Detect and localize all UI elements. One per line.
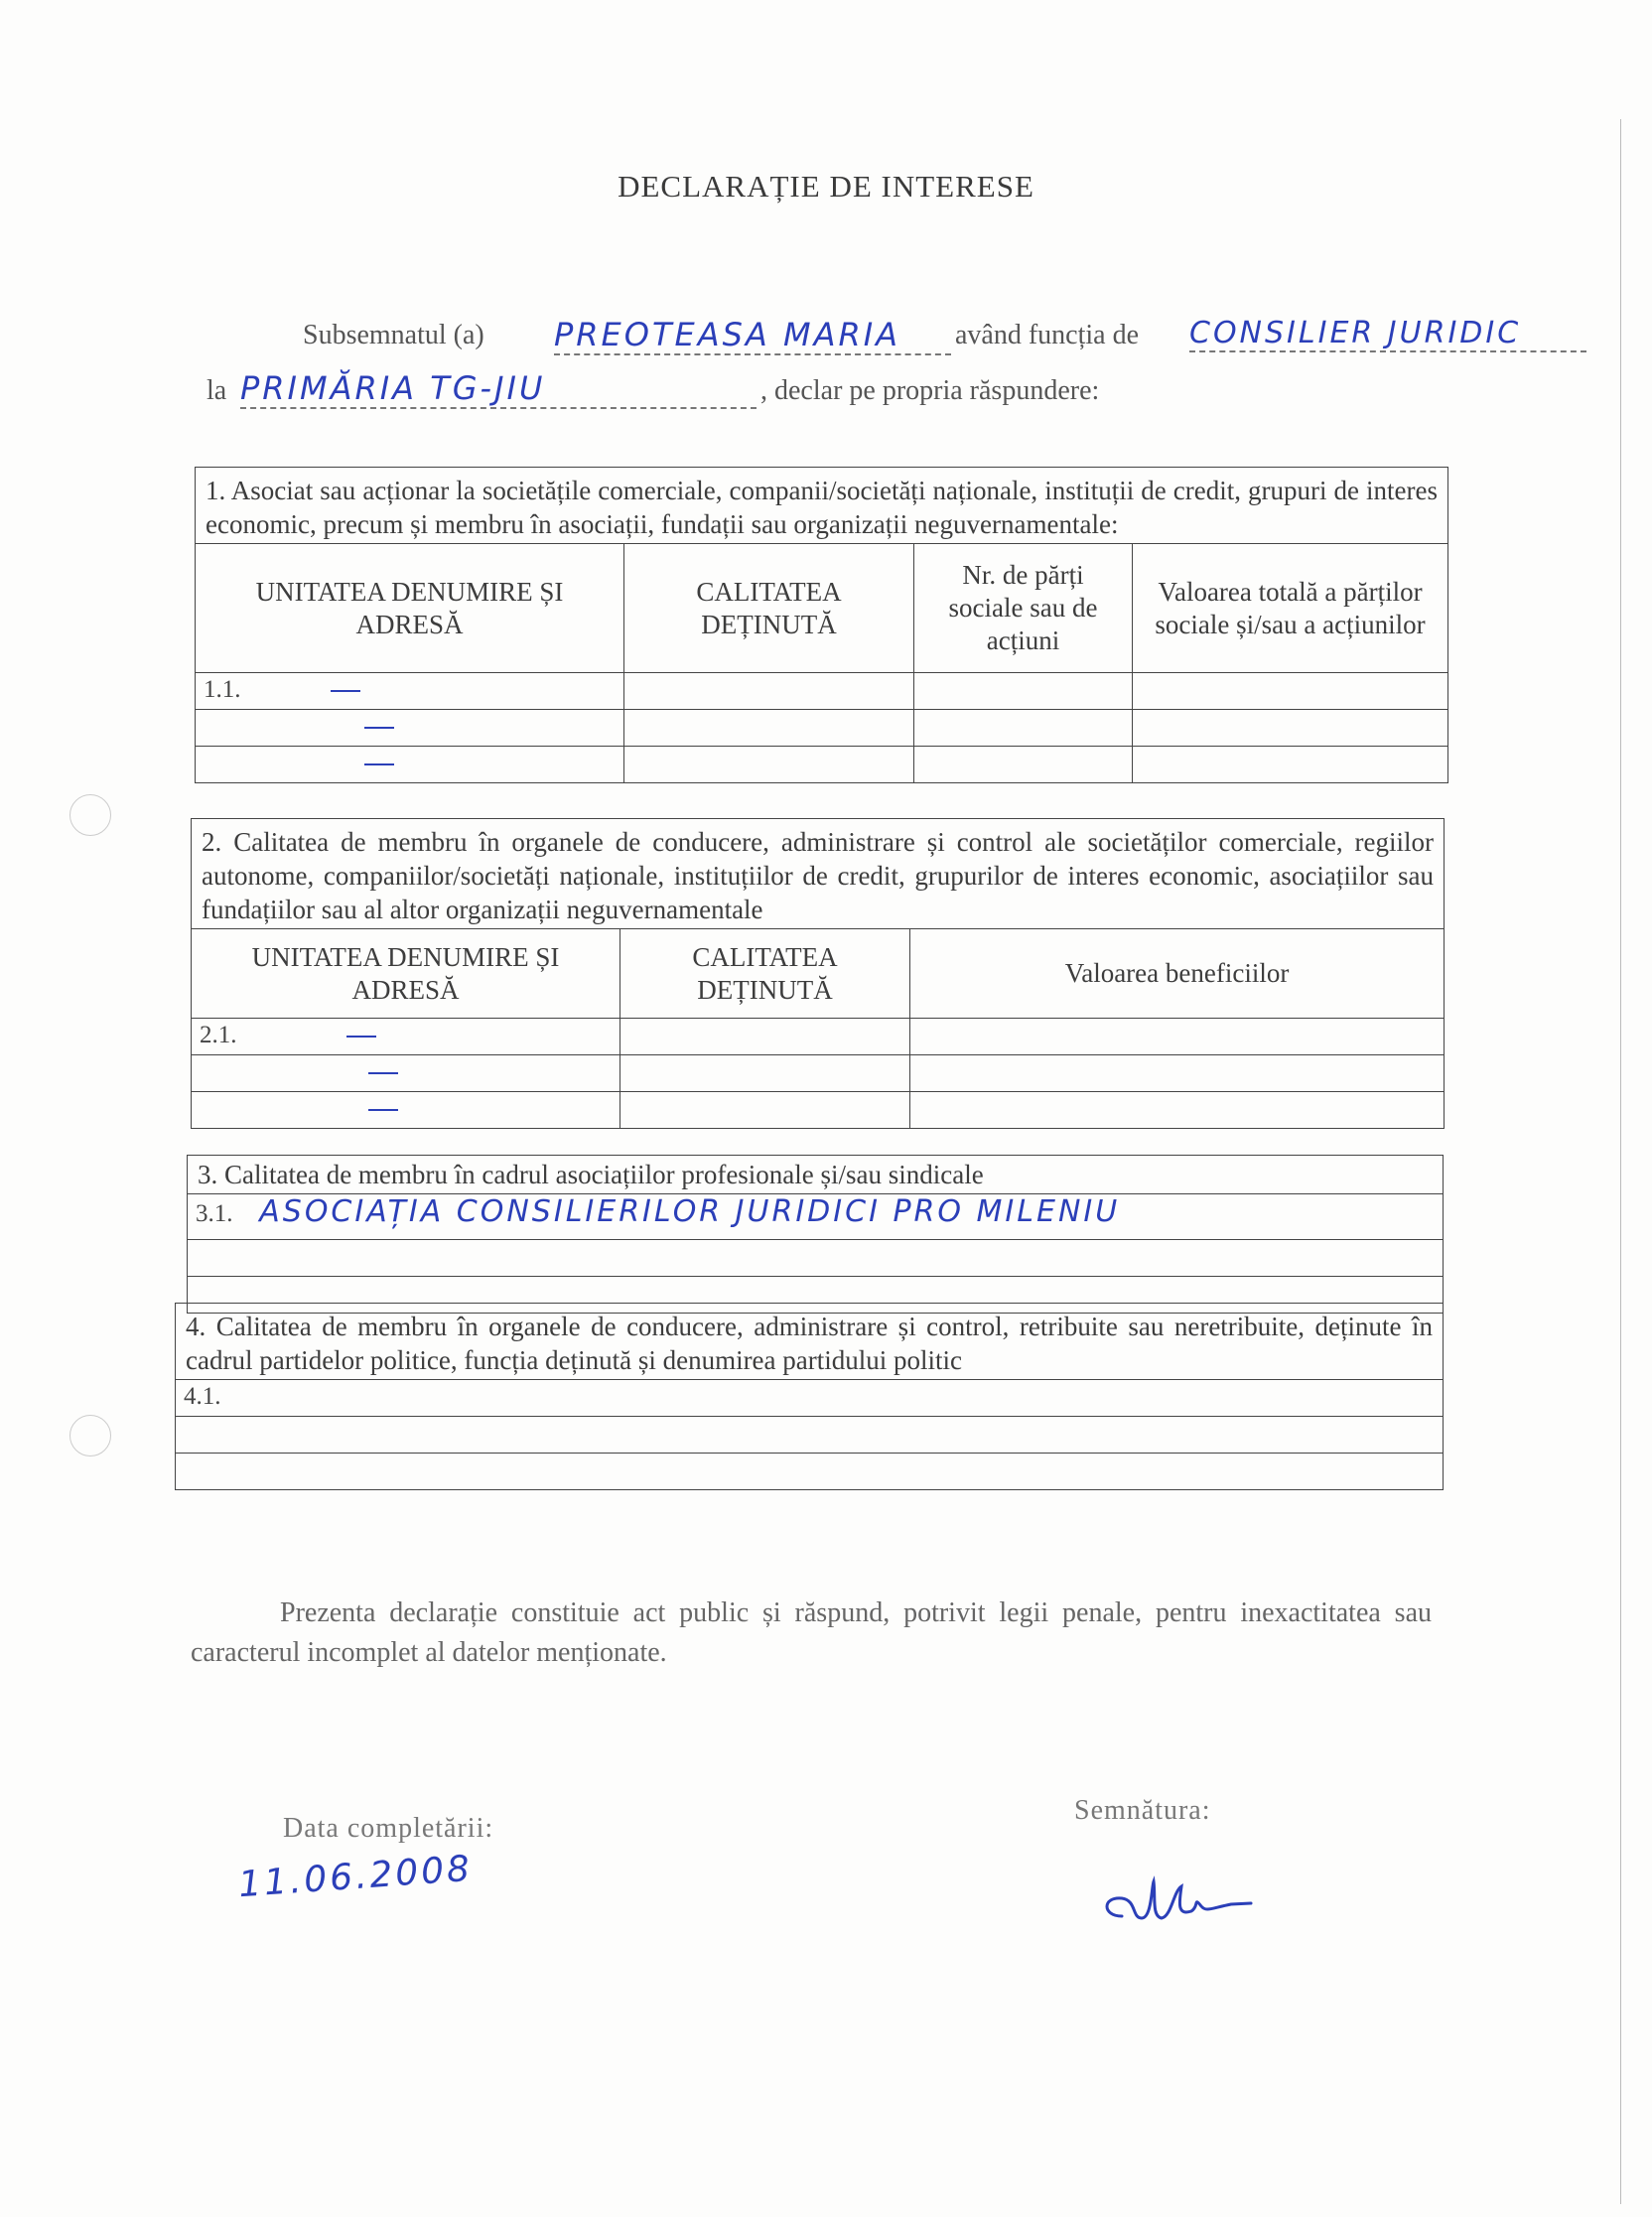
dash-mark — [368, 1072, 398, 1074]
signature-label: Semnătura: — [1074, 1795, 1211, 1826]
declaration-text: Prezenta declarație constituie act public și răspund, potrivit legii penale, pentru inexactitatea sau caracterul incomplet al datelor menționate. — [191, 1597, 1432, 1668]
page-edge-shadow — [1620, 119, 1621, 2204]
table-row — [196, 747, 1448, 783]
s1-row-label: 1.1. — [204, 676, 241, 703]
section4-table — [175, 1303, 1444, 1490]
dash-mark — [364, 727, 394, 729]
functia-label: având funcția de — [955, 320, 1140, 350]
s3-row-label: 3.1. — [196, 1200, 233, 1227]
table-row — [192, 1019, 1445, 1055]
table-row — [188, 1240, 1444, 1277]
s1-header-unitatea: UNITATEA DENUMIRE ȘI ADRESĂ — [196, 544, 624, 673]
institution-field: PRIMĂRIA TG-JIU — [240, 369, 757, 409]
s2-header-calitatea: CALITATEA DEȚINUTĂ — [620, 929, 910, 1019]
table-row — [188, 1194, 1444, 1240]
name-field: PREOTEASA MARIA — [554, 316, 951, 355]
dash-mark — [346, 1036, 376, 1038]
s2-header-valoarea: Valoarea beneficiilor — [910, 929, 1445, 1019]
s1-header-nr-parti: Nr. de părți sociale sau de acțiuni — [914, 544, 1133, 673]
s1-header-calitatea: CALITATEA DEȚINUTĂ — [624, 544, 914, 673]
dash-mark — [364, 763, 394, 765]
subsemnatul-label: Subsemnatul (a) — [303, 320, 484, 350]
declar-label: , declar pe propria răspundere: — [760, 375, 1100, 406]
section3-text: 3. Calitatea de membru în cadrul asociațiilor profesionale și/sau sindicale — [188, 1156, 1444, 1194]
functia-field: CONSILIER JURIDIC — [1189, 316, 1586, 352]
s1-header-valoarea: Valoarea totală a părților sociale și/sau a acțiunilor — [1133, 544, 1448, 673]
s2-row-label: 2.1. — [200, 1022, 237, 1048]
table-row — [176, 1417, 1444, 1454]
section2-table — [191, 818, 1445, 1129]
s4-row-label: 4.1. — [184, 1383, 221, 1410]
s2-header-unitatea: UNITATEA DENUMIRE ȘI ADRESĂ — [192, 929, 620, 1019]
section4-text: 4. Calitatea de membru în organele de conducere, administrare și control, retribuite sau neretribuite, deținute în cadrul partidelor politice, funcția deținută și denumirea partidului politic — [176, 1304, 1444, 1380]
table-row — [192, 1055, 1445, 1092]
scan-hole-mark — [69, 1415, 111, 1456]
section1-table — [195, 467, 1448, 783]
scan-hole-mark — [69, 794, 111, 836]
dash-mark — [368, 1109, 398, 1111]
section3-table — [187, 1155, 1444, 1314]
s3-row-value: ASOCIAȚIA CONSILIERILOR JURIDICI PRO MILENIU — [259, 1194, 1121, 1229]
section1-text: 1. Asociat sau acționar la societățile comerciale, companii/societăți naționale, instituții de credit, grupuri de interes economic, precum și membru în asociații, fundații sau organizații neguvernamentale: — [196, 468, 1448, 544]
la-label: la — [206, 375, 227, 406]
table-row — [196, 673, 1448, 710]
table-row — [192, 1092, 1445, 1129]
document-title: DECLARAȚIE DE INTERESE — [618, 169, 1034, 204]
section2-text: 2. Calitatea de membru în organele de conducere, administrare și control ale societăților comerciale, regiilor autonome, companiilor/societăți naționale, instituțiilor de credit, grupurilor de interes economic, asociațiilor sau fundațiilor sau al altor organizații neguvernamentale — [192, 819, 1445, 929]
dash-mark — [331, 690, 360, 692]
date-value: 11.06.2008 — [236, 1848, 475, 1906]
table-row — [176, 1380, 1444, 1417]
table-row — [176, 1454, 1444, 1490]
signature-mark — [1082, 1857, 1301, 1946]
table-row — [196, 710, 1448, 747]
date-label: Data completării: — [283, 1813, 494, 1844]
